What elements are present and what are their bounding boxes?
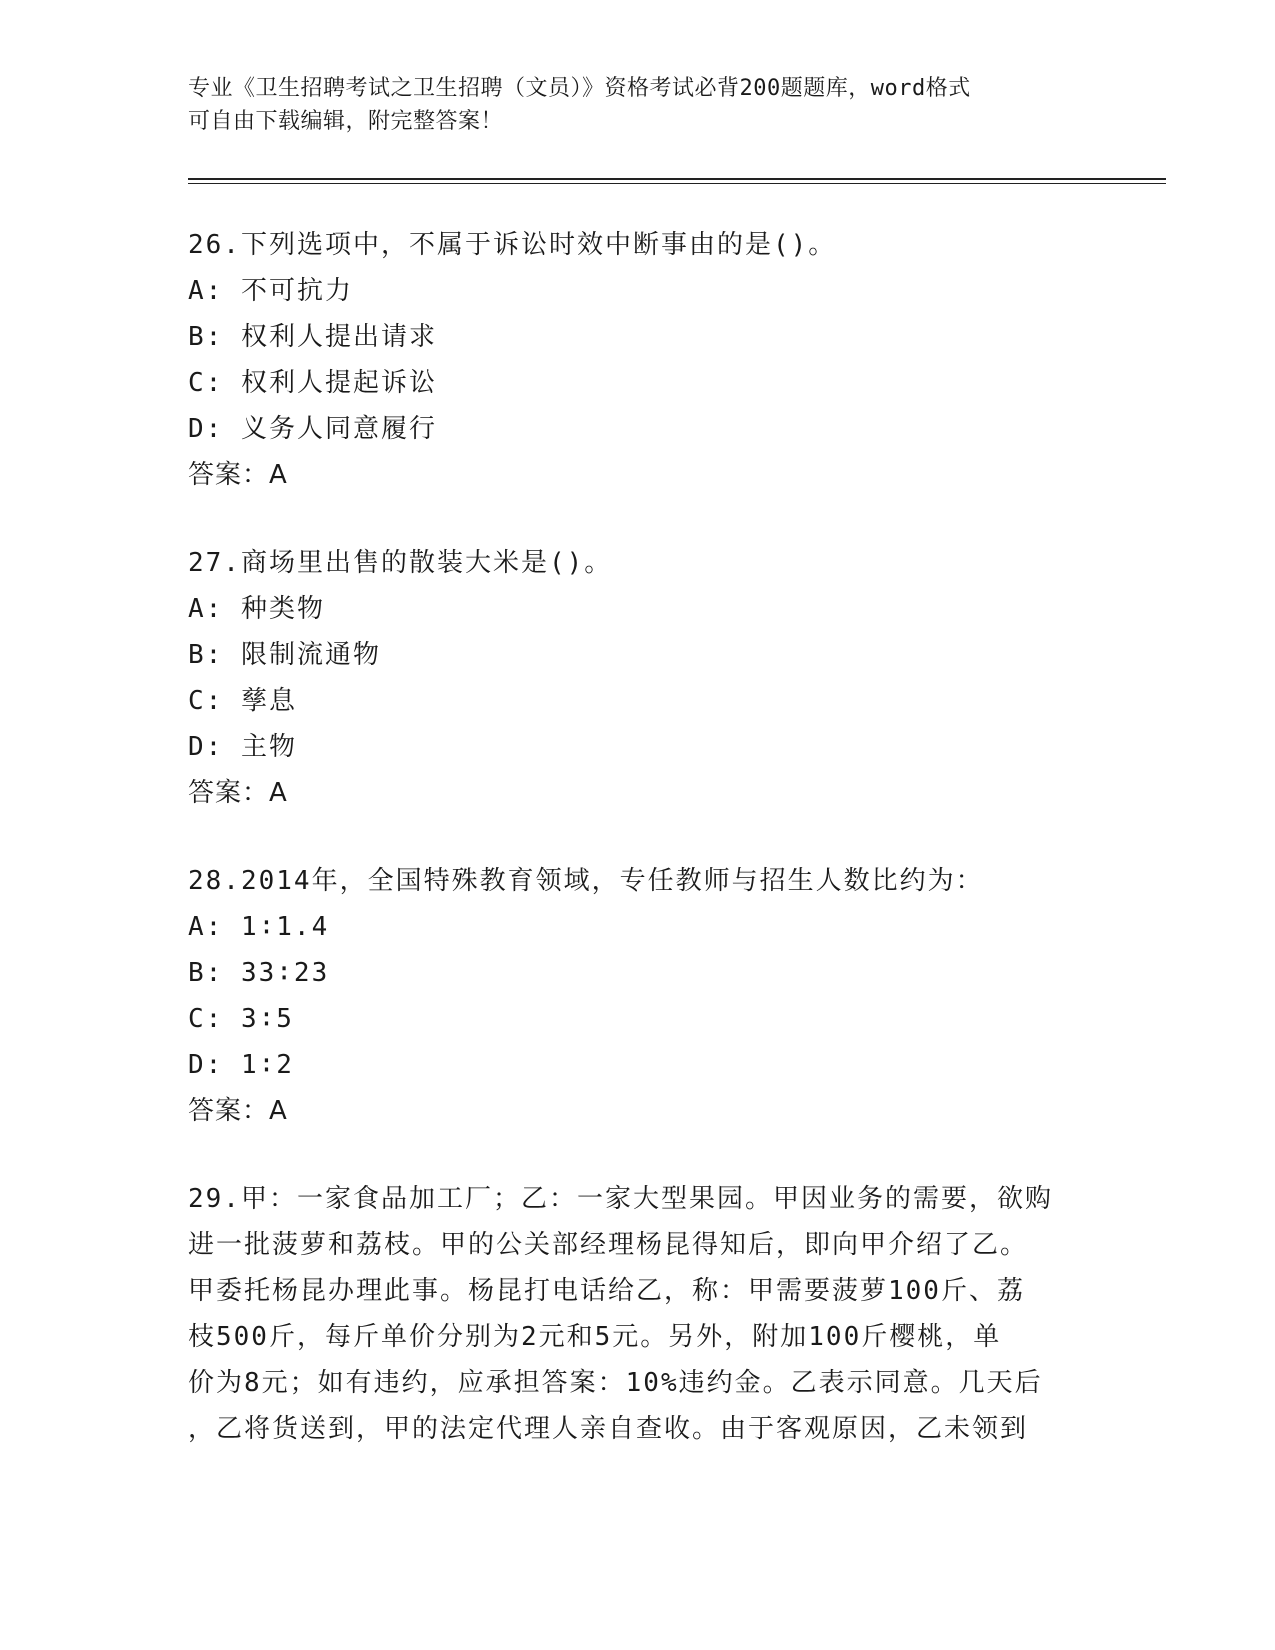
header-divider-thin	[188, 183, 1166, 184]
question-stem-line-2: 进一批菠萝和荔枝。甲的公关部经理杨昆得知后，即向甲介绍了乙。	[188, 1230, 1029, 1260]
question-28	[188, 858, 1088, 1134]
question-stem: 26.下列选项中，不属于诉讼时效中断事由的是()。	[188, 230, 837, 260]
document-header	[188, 72, 1088, 138]
option-c: C: 权利人提起诉讼	[188, 368, 437, 398]
question-26	[188, 222, 1088, 498]
question-29	[188, 1176, 1088, 1452]
header-line-2: 可自由下载编辑，附完整答案！	[188, 109, 504, 134]
option-a: A: 不可抗力	[188, 276, 353, 306]
answer: 答案：A	[188, 778, 288, 808]
question-stem-line-1: 29.甲：一家食品加工厂；乙：一家大型果园。甲因业务的需要，欲购	[188, 1184, 1053, 1214]
option-d: D: 主物	[188, 732, 297, 762]
question-stem-line-4: 枝500斤，每斤单价分别为2元和5元。另外，附加100斤樱桃，单	[188, 1322, 1002, 1352]
question-27	[188, 540, 1088, 816]
question-stem-line-3: 甲委托杨昆办理此事。杨昆打电话给乙，称：甲需要菠萝100斤、荔	[188, 1276, 1025, 1306]
option-a: A: 1∶1.4	[188, 912, 330, 942]
question-stem: 28.2014年，全国特殊教育领域，专任教师与招生人数比约为：	[188, 866, 984, 896]
option-b: B: 权利人提出请求	[188, 322, 437, 352]
option-d: D: 1∶2	[188, 1050, 294, 1080]
option-b: B: 限制流通物	[188, 640, 381, 670]
answer: 答案：A	[188, 1096, 288, 1126]
option-a: A: 种类物	[188, 594, 325, 624]
option-c: C: 孳息	[188, 686, 297, 716]
header-divider-thick	[188, 178, 1166, 180]
question-stem-line-6: ，乙将货送到，甲的法定代理人亲自查收。由于客观原因，乙未领到	[188, 1414, 1029, 1444]
option-c: C: 3∶5	[188, 1004, 294, 1034]
option-d: D: 义务人同意履行	[188, 414, 437, 444]
question-stem: 27.商场里出售的散装大米是()。	[188, 548, 613, 578]
question-stem-line-5: 价为8元；如有违约，应承担答案：10%违约金。乙表示同意。几天后	[188, 1368, 1043, 1398]
answer: 答案：A	[188, 460, 288, 490]
option-b: B: 33∶23	[188, 958, 330, 988]
header-line-1: 专业《卫生招聘考试之卫生招聘（文员）》资格考试必背200题题库，word格式	[188, 76, 971, 101]
